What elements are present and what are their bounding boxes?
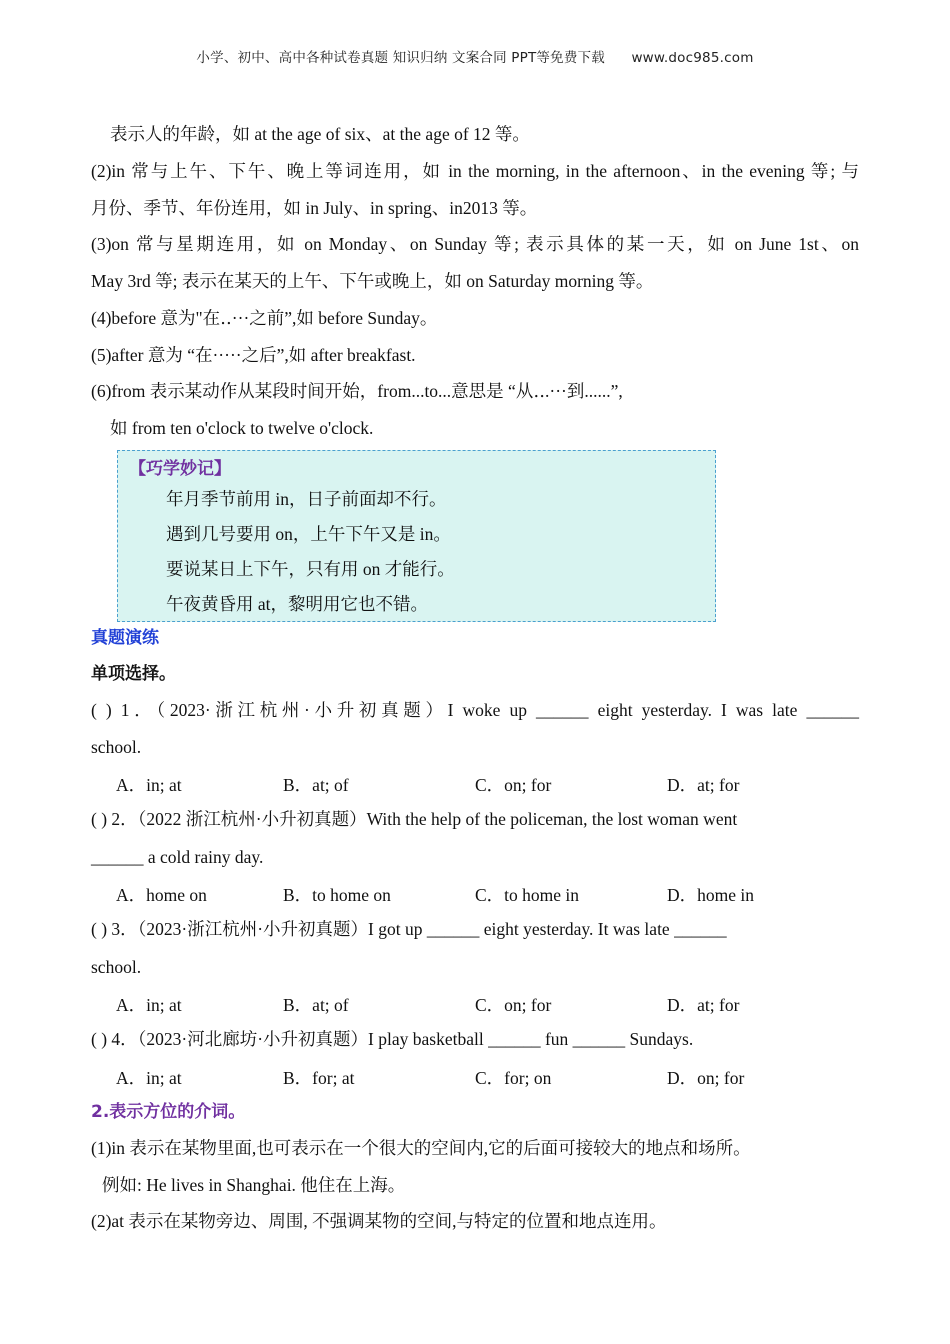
intro-line-5: May 3rd 等; 表示在某天的上午、下午或晚上，如 on Saturday morning 等。 <box>91 271 654 291</box>
q2-option-d[interactable]: D．home in <box>667 885 755 905</box>
q2-option-c[interactable]: C．to home in <box>475 885 580 905</box>
q1-option-d[interactable]: D．at; for <box>667 775 740 795</box>
q4-option-c[interactable]: C．for; on <box>475 1068 552 1088</box>
intro-line-9: 如 from ten o'clock to twelve o'clock. <box>110 418 374 438</box>
question-1-line-2: school. <box>91 737 142 757</box>
practice-subtitle: 单项选择。 <box>91 664 176 684</box>
header-site-link[interactable]: www.doc985.com <box>631 50 754 66</box>
q3-option-b[interactable]: B．at; of <box>283 995 349 1015</box>
tip-line-2: 遇到几号要用 on，上午下午又是 in。 <box>166 524 451 544</box>
intro-line-2: (2)in 常与上午、下午、晚上等词连用，如 in the morning, in the afternoon、in the evening 等; 与 <box>91 161 859 181</box>
intro-line-7: (5)after 意为 “在·····之后”,如 after breakfast. <box>91 345 416 365</box>
q4-option-a[interactable]: A．in; at <box>116 1068 182 1088</box>
practice-title: 真题演练 <box>91 628 159 648</box>
q1-option-a[interactable]: A．in; at <box>116 775 182 795</box>
question-2-line-1: ( ) 2．（2022 浙江杭州·小升初真题）With the help of the policeman, the lost woman went <box>91 809 738 829</box>
section-2-title: 2.表示方位的介词。 <box>91 1102 246 1122</box>
tip-line-3: 要说某日上下午，只有用 on 才能行。 <box>166 559 455 579</box>
q4-option-b[interactable]: B．for; at <box>283 1068 355 1088</box>
intro-line-3: 月份、季节、年份连用，如 in July、in spring、in2013 等。 <box>91 198 538 218</box>
q3-option-c[interactable]: C．on; for <box>475 995 552 1015</box>
section-2-line-3: (2)at 表示在某物旁边、周围, 不强调某物的空间,与特定的位置和地点连用。 <box>91 1211 667 1231</box>
question-3-line-2: school. <box>91 957 142 977</box>
q3-option-a[interactable]: A．in; at <box>116 995 182 1015</box>
q2-option-b[interactable]: B．to home on <box>283 885 391 905</box>
q3-option-d[interactable]: D．at; for <box>667 995 740 1015</box>
header-text: 小学、初中、高中各种试卷真题 知识归纳 文案合同 PPT等免费下载 <box>196 50 605 66</box>
tip-line-4: 午夜黄昏用 at，黎明用它也不错。 <box>166 594 429 614</box>
tip-title: 【巧学妙记】 <box>129 459 231 479</box>
question-1-line-1: ( ) 1．（2023·浙江杭州·小升初真题）I woke up ______ eight yesterday. I was late ______ <box>91 700 859 720</box>
section-2-line-1: (1)in 表示在某物里面,也可表示在一个很大的空间内,它的后面可接较大的地点和场所。 <box>91 1138 751 1158</box>
intro-line-6: (4)before 意为"在‥···之前”,如 before Sunday。 <box>91 308 438 328</box>
q2-option-a[interactable]: A．home on <box>116 885 207 905</box>
section-2-line-2: 例如: He lives in Shanghai. 他住在上海。 <box>102 1175 406 1195</box>
intro-line-8: (6)from 表示某动作从某段时间开始，from...to...意思是 “从‥.···到......”, <box>91 381 623 401</box>
tip-line-1: 年月季节前用 in，日子前面却不行。 <box>166 489 447 509</box>
question-4-line-1: ( ) 4．（2023·河北廊坊·小升初真题）I play basketball ______ fun ______ Sundays. <box>91 1029 694 1049</box>
memory-tip-box <box>117 450 716 622</box>
intro-line-1: 表示人的年龄，如 at the age of six、at the age of 12 等。 <box>110 124 530 144</box>
q4-option-d[interactable]: D．on; for <box>667 1068 745 1088</box>
q1-option-b[interactable]: B．at; of <box>283 775 349 795</box>
q1-option-c[interactable]: C．on; for <box>475 775 552 795</box>
page-header <box>0 46 950 66</box>
question-2-line-2: ______ a cold rainy day. <box>91 847 264 867</box>
intro-line-4: (3)on 常与星期连用，如 on Monday、on Sunday 等; 表示具体的某一天，如 on June 1st、on <box>91 234 859 254</box>
question-3-line-1: ( ) 3．（2023·浙江杭州·小升初真题）I got up ______ eight yesterday. It was late ______ <box>91 919 727 939</box>
